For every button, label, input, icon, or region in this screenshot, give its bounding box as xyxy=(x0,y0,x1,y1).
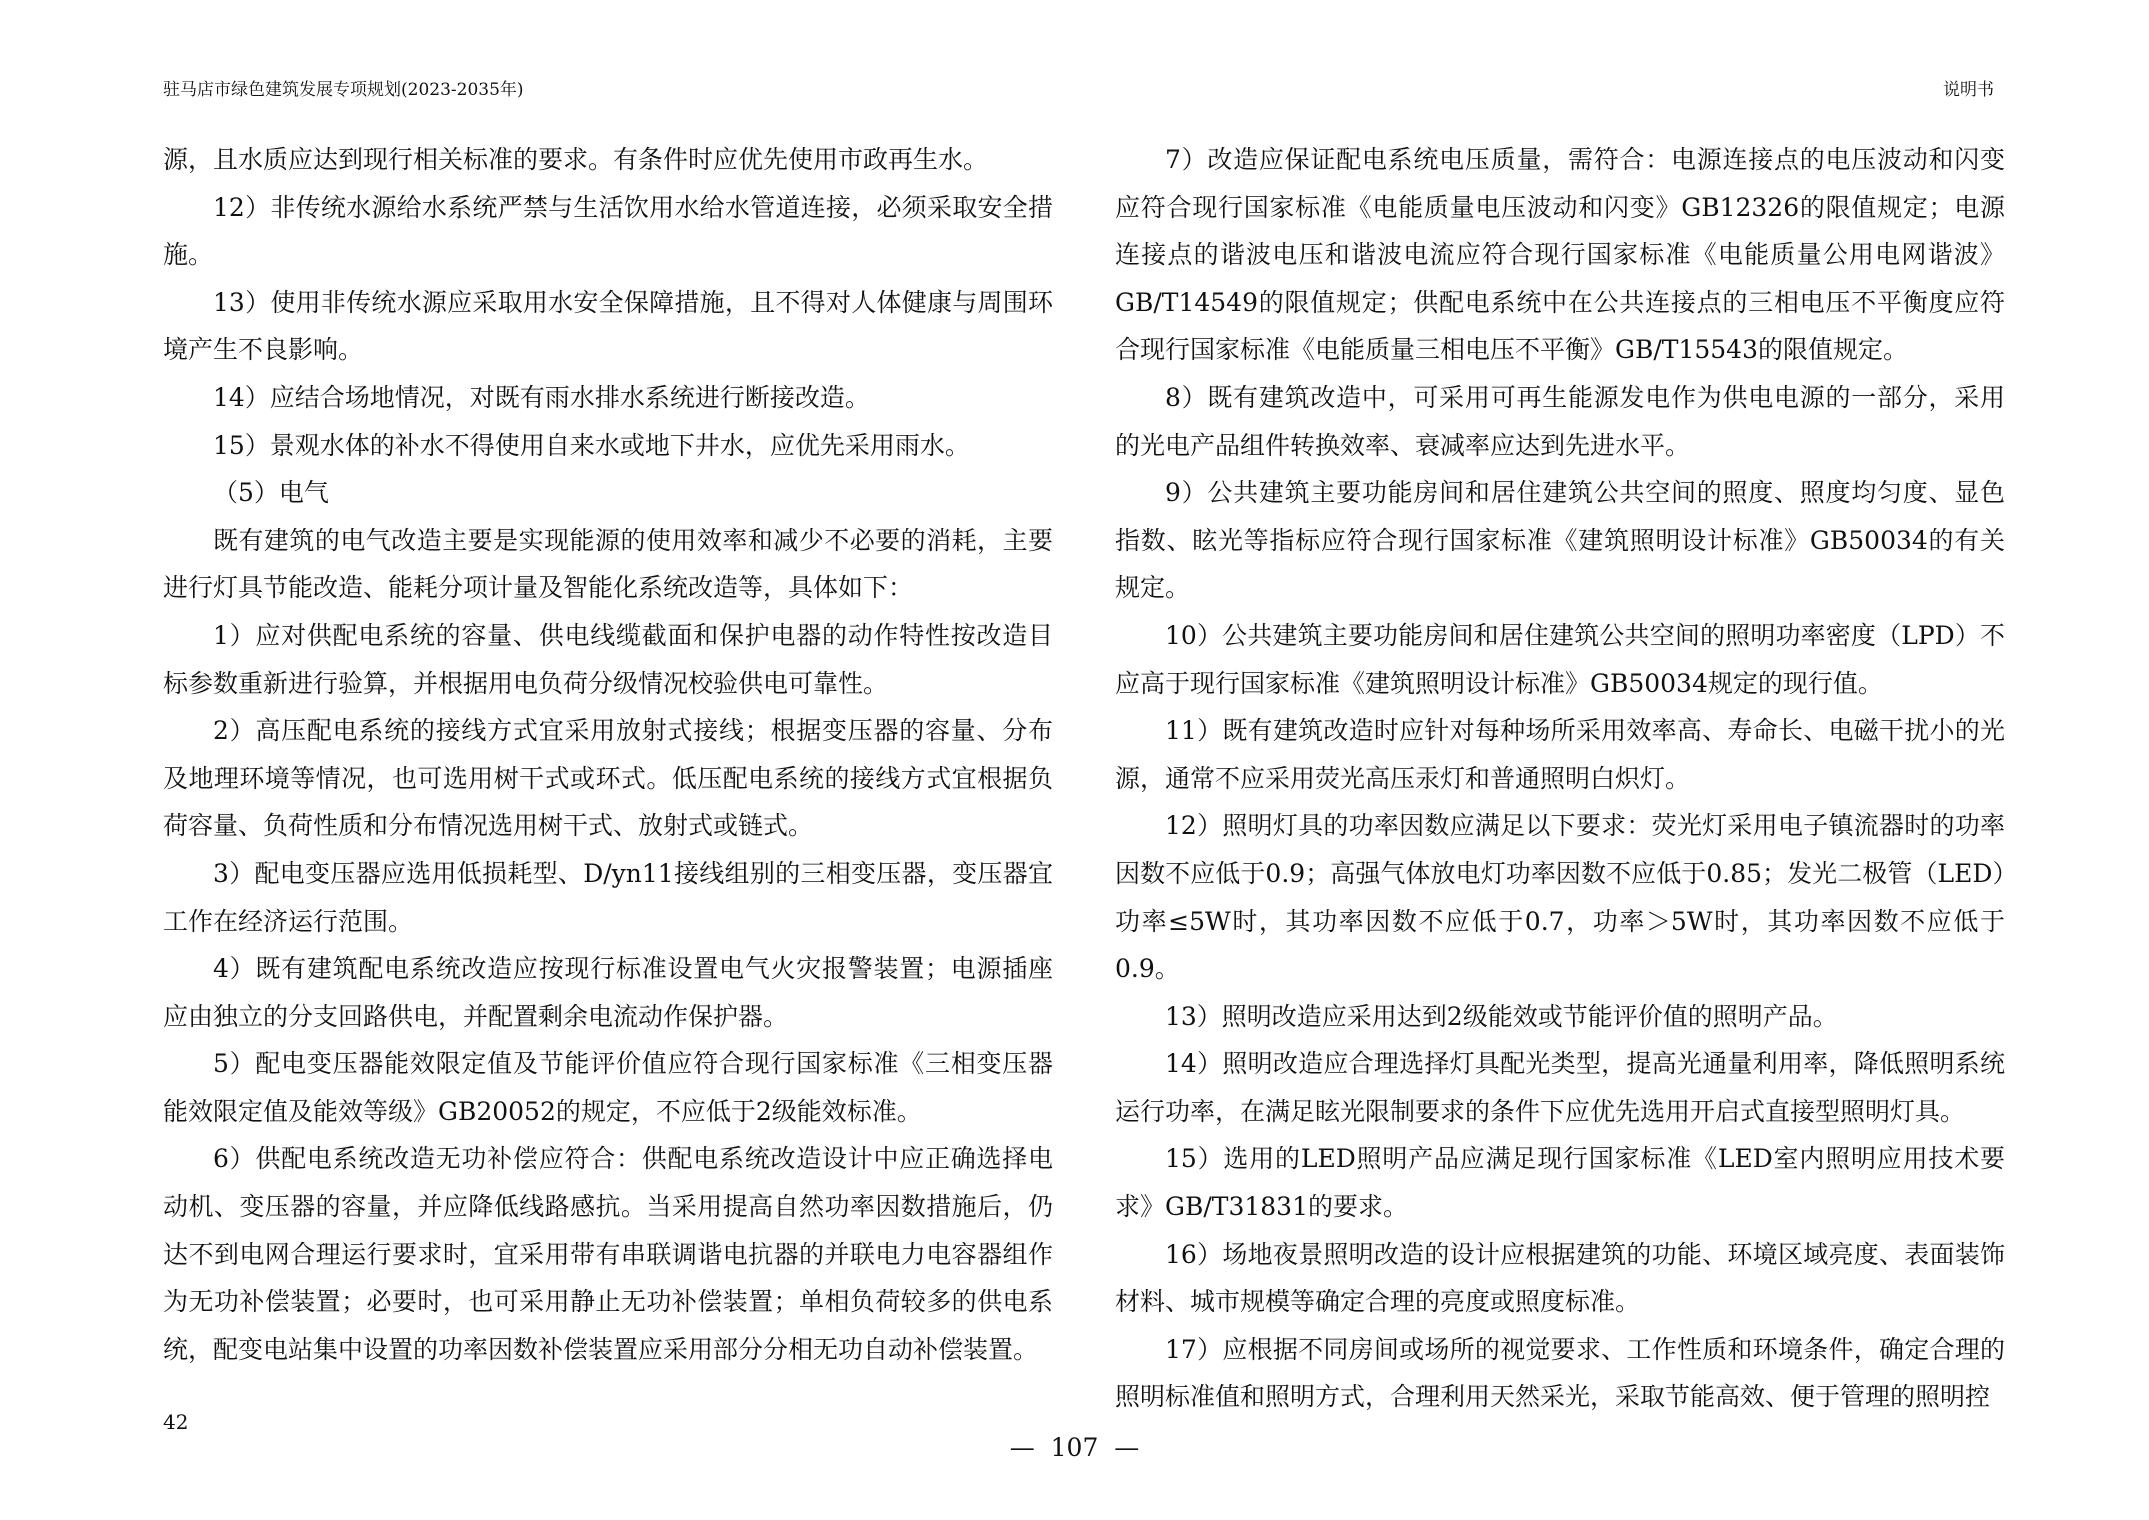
paragraph-electrical-item-2: 2）高压配电系统的接线方式宜采用放射式接线；根据变压器的容量、分布及地理环境等情况，也可选用树干式或环式。低压配电系统的接线方式宜根据负荷容量、负荷性质和分布情况选用树干式、放射式或链式。 xyxy=(163,716,1053,841)
page-number: — 107 — xyxy=(1009,1433,1140,1462)
paragraph-electrical-item-11: 11）既有建筑改造时应针对每种场所采用效率高、寿命长、电磁干扰小的光源，通常不应采用荧光高压汞灯和普通照明白炽灯。 xyxy=(1115,716,2005,793)
paragraph-electrical-item-10: 10）公共建筑主要功能房间和居住建筑公共空间的照明功率密度（LPD）不应高于现行国家标准《建筑照明设计标准》GB50034规定的现行值。 xyxy=(1115,620,2005,698)
paragraph-electrical-item-13: 13）照明改造应采用达到2级能效或节能评价值的照明产品。 xyxy=(1165,1001,1838,1031)
paragraph-electrical-item-1: 1）应对供配电系统的容量、供电线缆截面和保护电器的动作特性按改造目标参数重新进行验算，并根据用电负荷分级情况校验供电可靠性。 xyxy=(163,620,1053,698)
paragraph-electrical-item-7: 7）改造应保证配电系统电压质量，需符合：电源连接点的电压波动和闪变应符合现行国家标准《电能质量电压波动和闪变》GB12326的限值规定；电源连接点的谐波电压和谐波电流应符合现行国家标准《电能质量公用电网谐波》GB/T14549的限值规定；供配电系统中在公共连接点的三相电压不平衡度应符合现行国家标准《电能质量三相电压不平衡》GB/T15543的限值规定。 xyxy=(1115,145,2005,365)
paragraph-electrical-item-3: 3）配电变压器应选用低损耗型、D/yn11接线组别的三相变压器，变压器宜工作在经济运行范围。 xyxy=(163,858,1053,936)
section-heading-electrical: （5）电气 xyxy=(213,478,329,508)
left-text-column xyxy=(163,136,1053,1373)
paragraph-electrical-item-9: 9）公共建筑主要功能房间和居住建筑公共空间的照度、照度均匀度、显色指数、眩光等指标应符合现行国家标准《建筑照明设计标准》GB50034的有关规定。 xyxy=(1115,478,2005,603)
paragraph-electrical-item-8: 8）既有建筑改造中，可采用可再生能源发电作为供电电源的一部分，采用的光电产品组件转换效率、衰减率应达到先进水平。 xyxy=(1115,382,2005,460)
local-page-number: 42 xyxy=(163,1410,189,1434)
document-title-header: 驻马店市绿色建筑发展专项规划(2023-2035年) xyxy=(163,80,524,100)
paragraph-electrical-item-6: 6）供配电系统改造无功补偿应符合：供配电系统改造设计中应正确选择电动机、变压器的容量，并应降低线路感抗。当采用提高自然功率因数措施后，仍达不到电网合理运行要求时，宜采用带有串联调谐电抗器的并联电力电容器组作为无功补偿装置；必要时，也可采用静止无功补偿装置；单相负荷较多的供电系统，配变电站集中设置的功率因数补偿装置应采用部分分相无功自动补偿装置。 xyxy=(163,1144,1053,1364)
paragraph-electrical-intro: 既有建筑的电气改造主要是实现能源的使用效率和减少不必要的消耗，主要进行灯具节能改造、能耗分项计量及智能化系统改造等，具体如下： xyxy=(163,525,1053,603)
paragraph-electrical-item-14: 14）照明改造应合理选择灯具配光类型，提高光通量利用率，降低照明系统运行功率，在满足眩光限制要求的条件下应优先选用开启式直接型照明灯具。 xyxy=(1115,1049,2005,1126)
paragraph-item-14: 14）应结合场地情况，对既有雨水排水系统进行断接改造。 xyxy=(213,382,870,412)
paragraph-electrical-item-17: 17）应根据不同房间或场所的视觉要求、工作性质和环境条件，确定合理的照明标准值和照明方式，合理利用天然采光，采取节能高效、便于管理的照明控 xyxy=(1115,1334,2005,1412)
document-type-header: 说明书 xyxy=(1943,80,1994,100)
right-text-column xyxy=(1115,136,2005,1421)
paragraph-continued: 源，且水质应达到现行相关标准的要求。有条件时应优先使用市政再生水。 xyxy=(163,145,989,174)
paragraph-item-12: 12）非传统水源给水系统严禁与生活饮用水给水管道连接，必须采取安全措施。 xyxy=(163,192,1053,270)
paragraph-electrical-item-5: 5）配电变压器能效限定值及节能评价值应符合现行国家标准《三相变压器能效限定值及能效等级》GB20052的规定，不应低于2级能效标准。 xyxy=(163,1049,1053,1126)
paragraph-electrical-item-4: 4）既有建筑配电系统改造应按现行标准设置电气火灾报警装置；电源插座应由独立的分支回路供电，并配置剩余电流动作保护器。 xyxy=(163,954,1053,1031)
paragraph-item-13: 13）使用非传统水源应采取用水安全保障措施，且不得对人体健康与周围环境产生不良影响。 xyxy=(163,287,1053,365)
paragraph-item-15: 15）景观水体的补水不得使用自来水或地下井水，应优先采用雨水。 xyxy=(213,430,970,460)
paragraph-electrical-item-16: 16）场地夜景照明改造的设计应根据建筑的功能、环境区域亮度、表面装饰材料、城市规模等确定合理的亮度或照度标准。 xyxy=(1115,1239,2005,1317)
paragraph-electrical-item-12: 12）照明灯具的功率因数应满足以下要求：荧光灯采用电子镇流器时的功率因数不应低于0.9；高强气体放电灯功率因数不应低于0.85；发光二极管（LED）功率≤5W时，其功率因数不应低于0.7，功率＞5W时，其功率因数不应低于0.9。 xyxy=(1115,811,2005,984)
paragraph-electrical-item-15: 15）选用的LED照明产品应满足现行国家标准《LED室内照明应用技术要求》GB/T31831的要求。 xyxy=(1115,1144,2005,1222)
